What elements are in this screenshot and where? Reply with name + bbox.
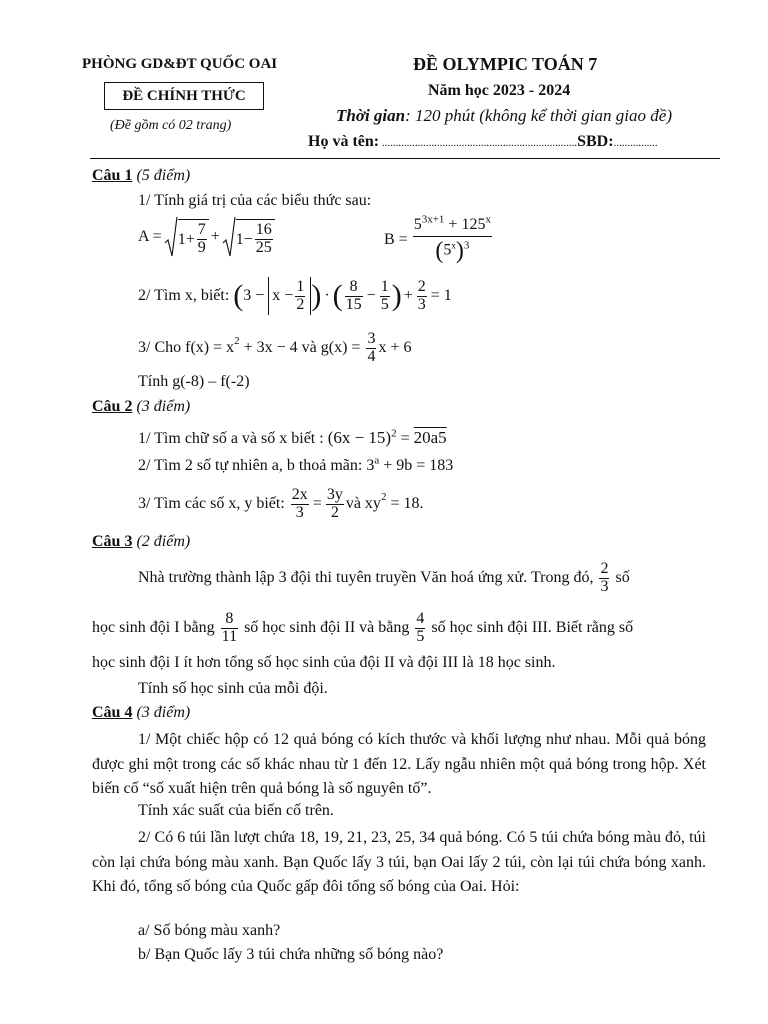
q3-d: 4	[367, 347, 376, 365]
q2-open-paren-2: (	[332, 279, 343, 312]
fraction-3-4	[366, 331, 376, 366]
q2-plus: +	[403, 287, 413, 304]
q2-d1: 2	[296, 295, 305, 313]
school-year: Năm học 2023 - 2024	[428, 82, 571, 99]
exam-title: ĐỀ OLYMPIC TOÁN 7	[413, 54, 598, 74]
cau1-q2	[138, 274, 452, 318]
c2q3-n1: 2x	[291, 485, 308, 503]
fraction-7-9	[197, 222, 207, 257]
c3-f1-n: 2	[600, 559, 609, 577]
sbd-label: SBD:	[577, 133, 614, 150]
c3-f3-n: 4	[416, 609, 425, 627]
sqrt-sign-1	[164, 215, 178, 259]
fraction-8-11	[221, 611, 238, 646]
a-d2: 25	[255, 239, 272, 256]
c2q2-text: 2/ Tìm 2 số tự nhiên a, b thoả mãn: 3	[138, 457, 375, 474]
c2q3-d1: 3	[295, 503, 304, 521]
cau1-label: Câu 1	[92, 167, 133, 184]
b-num-exp2: x	[485, 213, 491, 226]
sbd-dots: ................	[613, 137, 658, 149]
b-denominator	[413, 237, 492, 263]
q2-eq: = 1	[430, 287, 452, 304]
cau2-label: Câu 2	[92, 398, 133, 415]
fraction-8-15	[345, 279, 363, 314]
cau2-points: (3 điểm)	[132, 398, 191, 415]
q3-n: 3	[367, 329, 376, 347]
c3-f2-n: 8	[221, 611, 238, 629]
q2-three: 3 −	[243, 287, 265, 304]
cau2-heading	[92, 398, 190, 416]
b-close-paren: )	[455, 237, 464, 264]
cau2-q1	[138, 428, 447, 448]
a-one1: 1+	[177, 230, 195, 248]
fraction-1-5	[380, 279, 390, 314]
q2-minus: −	[366, 287, 376, 304]
b-den-base: 5	[443, 241, 452, 259]
a-d1: 9	[197, 239, 206, 256]
expression-b	[384, 212, 494, 268]
c2q3-rest2: = 18.	[386, 495, 424, 512]
cau4-p2-b: b/ Bạn Quốc lấy 3 túi chứa những số bóng nào?	[138, 946, 444, 963]
cau3-line4: Tính số học sinh của mỗi đội.	[138, 680, 328, 697]
absolute-value	[268, 277, 311, 315]
c2q3-eq: =	[312, 495, 322, 512]
fraction-2-3	[417, 279, 427, 314]
q2-x: x −	[272, 287, 294, 304]
b-den-outer-exp: 3	[463, 239, 470, 252]
q2-n1: 1	[296, 277, 305, 295]
a-lhs: A =	[138, 228, 162, 245]
cau3-line3: học sinh đội I ít hơn tổng số học sinh của đội II và đội III là 18 học sinh.	[92, 654, 556, 671]
q2-close-paren-2: )	[391, 279, 402, 312]
time-value: : 120 phút (không kể thời gian giao đề)	[405, 106, 672, 125]
c2q1-exp: 2	[391, 427, 397, 440]
q2-close-paren-1: )	[311, 279, 322, 312]
fraction-b	[413, 213, 492, 264]
c3-line1-end: số	[611, 569, 630, 586]
sqrt-body-1	[178, 219, 209, 257]
b-numerator	[413, 213, 492, 237]
c3-f3-d: 5	[416, 627, 425, 645]
time-label: Thời gian	[336, 106, 406, 125]
sqrt-sign-2	[222, 215, 236, 259]
b-num-exp1: 3x+1	[421, 213, 445, 226]
cau3-line1	[138, 556, 706, 600]
b-lhs: B =	[384, 231, 408, 248]
name-line	[308, 133, 658, 151]
cau4-p2: 2/ Có 6 túi lần lượt chứa 18, 19, 21, 23, 25, 34 quả bóng. Có 5 túi chứa bóng màu đỏ, túi còn lại chứa bóng màu xanh. Bạn Quốc lấy 3 túi, bạn Oai lấy 2 túi, còn lại túi chứa bóng xanh. Khi đó, tổng số bóng của Quốc gấp đôi tổng số bóng của Oai. Hỏi:	[92, 829, 706, 896]
q2-open-paren-1: (	[233, 279, 244, 312]
q2-d2: 15	[345, 295, 362, 313]
cau2-q3: 3/ Tìm các số x, y biết: $\frac{2x}{3}$ = $\frac{3y}{2}$ và xy 2 = 18.	[138, 485, 424, 521]
c2q3-d2: 2	[330, 503, 339, 521]
b-num-base1: 5	[413, 216, 422, 234]
c2q2-rest: + 9b = 183	[379, 457, 454, 474]
b-num-plus: + 125	[444, 216, 486, 234]
q3-rest: + 3x − 4 và g(x) =	[239, 339, 365, 356]
c2q1-expr: (6x − 15)	[327, 428, 392, 447]
q2-d3: 5	[380, 295, 389, 313]
cau1-points: (5 điểm)	[132, 167, 191, 184]
fraction-c3-2-3	[599, 561, 609, 596]
official-box	[104, 82, 264, 110]
c2q3-rest1: và xy	[345, 495, 381, 512]
c3-line2-a: học sinh đội I bằng	[92, 619, 219, 636]
expression-a	[138, 215, 275, 259]
b-open-paren: (	[435, 237, 444, 264]
q3-tail: x + 6	[378, 339, 412, 356]
sqrt-body-2	[236, 219, 275, 257]
header-divider	[90, 158, 720, 159]
name-dots: .......................................................................	[379, 137, 578, 149]
q2-n2: 8	[345, 279, 363, 297]
c3-line2-b: số học sinh đội II và bằng	[240, 619, 414, 636]
c2q1-eq: =	[396, 430, 414, 447]
cau1-q1: 1/ Tính giá trị của các biểu thức sau:	[138, 192, 372, 209]
fraction-3y-2	[326, 487, 344, 522]
c2q2-exp: a	[374, 454, 380, 467]
cau4-heading	[92, 704, 190, 722]
q2-n3: 1	[380, 277, 389, 295]
cau1-q3-compute: Tính g(-8) – f(-2)	[138, 373, 250, 390]
q2-d4: 3	[417, 295, 426, 313]
cau4-p1-question: Tính xác suất của biến cố trên.	[138, 802, 334, 819]
a-n2: 16	[255, 221, 272, 239]
c3-line1: Nhà trường thành lập 3 đội thi tuyên truyền Văn hoá ứng xử. Trong đó,	[138, 569, 598, 586]
cau1-heading	[92, 167, 190, 185]
a-n1: 7	[197, 221, 206, 239]
c2q1-num: 20a5	[413, 428, 447, 447]
cau4-p2-a: a/ Số bóng màu xanh?	[138, 922, 281, 939]
cau4-points: (3 điểm)	[132, 704, 191, 721]
department-name: PHÒNG GD&ĐT QUỐC OAI	[82, 56, 278, 72]
fraction-2x-3	[291, 487, 309, 522]
a-plus: +	[210, 228, 220, 245]
fraction-16-25	[255, 222, 273, 257]
q2-dot: ·	[324, 287, 330, 304]
c2q1-text: 1/ Tìm chữ số a và số x biết :	[138, 430, 328, 447]
cau2-q2	[138, 454, 454, 475]
cau3-label: Câu 3	[92, 533, 133, 550]
q3-text: 3/ Cho f(x) = x	[138, 339, 235, 356]
cau3-heading	[92, 533, 190, 551]
official-label: ĐỀ CHÍNH THỨC	[122, 88, 246, 104]
cau1-q3: 3/ Cho f(x) = x 2 + 3x − 4 và g(x) = $\frac{3}{4}$ x + 6	[138, 329, 412, 365]
c3-f1-d: 3	[600, 577, 609, 595]
c3-f2-d: 11	[221, 627, 238, 645]
pages-note: (Đề gồm có 02 trang)	[110, 118, 232, 133]
q2-n4: 2	[417, 277, 426, 295]
fraction-1-2	[295, 279, 305, 314]
cau4-label: Câu 4	[92, 704, 133, 721]
q2-text: 2/ Tìm x, biết:	[138, 287, 234, 304]
name-label: Họ và tên:	[308, 133, 380, 150]
cau3-points: (2 điểm)	[132, 533, 191, 550]
c3-line2-c: số học sinh đội III. Biết rằng số	[427, 619, 634, 636]
c2q3-n2: 3y	[326, 485, 343, 503]
c2q3-text: 3/ Tìm các số x, y biết:	[138, 495, 289, 512]
time-line	[336, 106, 672, 126]
cau3-line2	[92, 606, 706, 650]
b-den-inner-exp: x	[451, 240, 456, 251]
fraction-4-5	[415, 611, 425, 646]
cau4-p1: 1/ Một chiếc hộp có 12 quả bóng có kích thước và khối lượng như nhau. Mỗi quả bóng được ghi một trong các số khác nhau từ 1 đến 12. Lấy ngẫu nhiên một quả bóng trong hộp. Xét biến cố “số xuất hiện trên quả bóng là số nguyên tố”.	[92, 731, 706, 798]
a-one2: 1−	[235, 230, 253, 248]
